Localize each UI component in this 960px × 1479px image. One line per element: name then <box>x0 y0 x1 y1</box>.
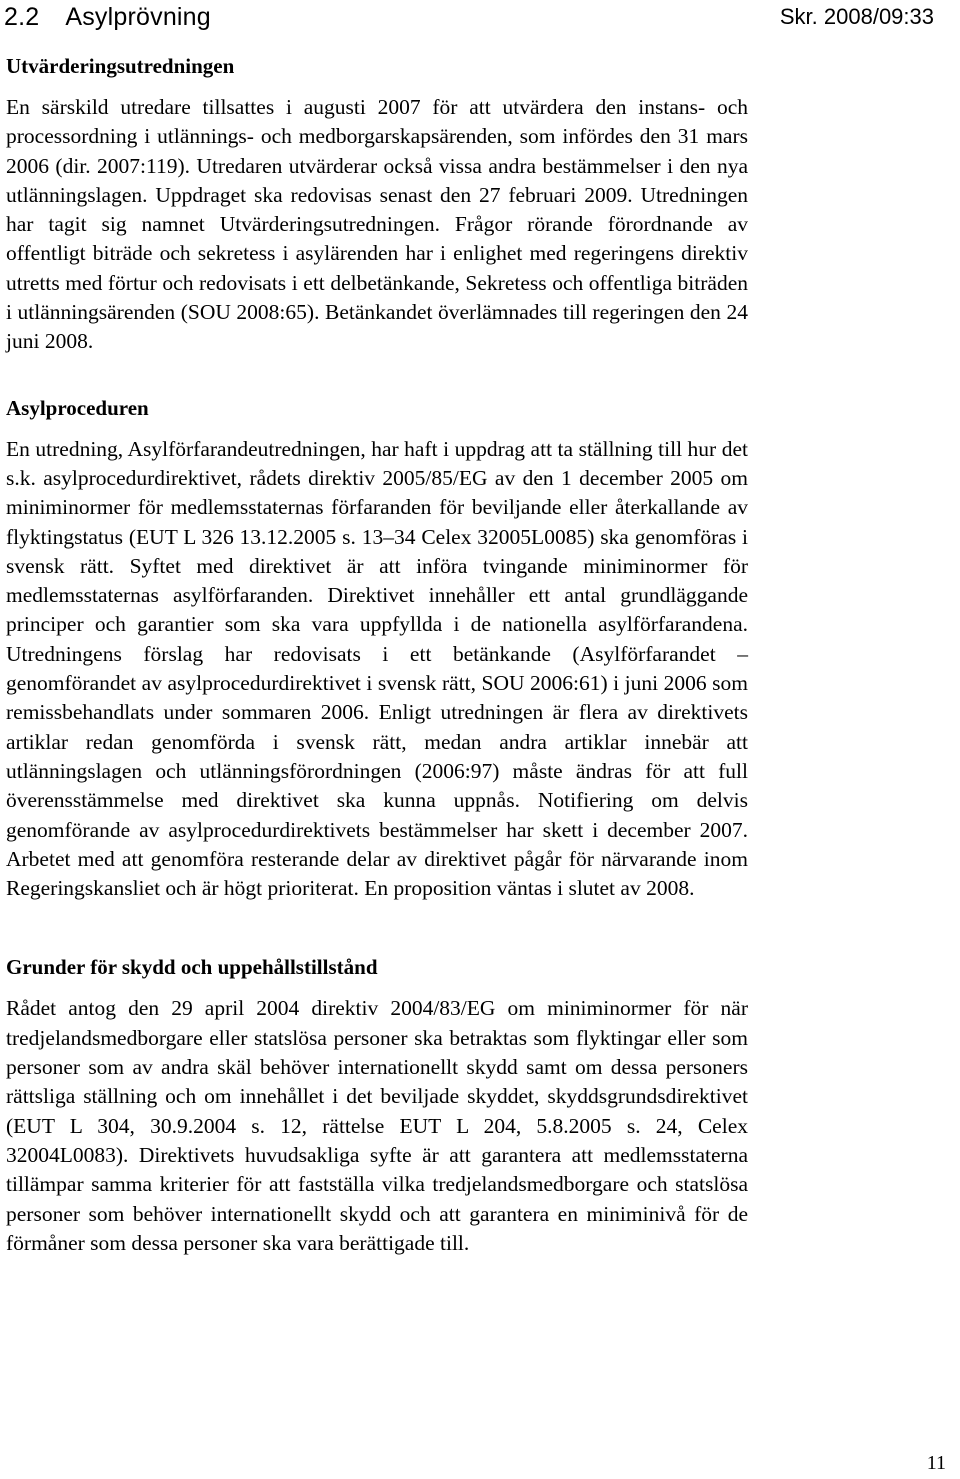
body-paragraph: En utredning, Asylförfarandeutredningen, har haft i uppdrag att ta ställning till hur det s.k. asylprocedurdirektivet, rådets direktiv 2005/85/EG av den 1 december 2005 om miniminormer för medlemsstaternas förfaranden för beviljande eller återkallande av flyktingstatus (EUT L 326 13.12.2005 s. 13–34 Celex 32005L0085) ska genomföras i svensk rätt. Syftet med direktivet är att införa tvingande miniminormer för medlemsstaternas asylförfaranden. Direktivet innehåller ett antal grundläggande principer och garantier som ska vara uppfyllda i de nationella asylförfarandena. Utredningens förslag har redovisats i ett betänkande (Asylförfarandet – genomförandet av asylprocedurdirektivet i svensk rätt, SOU 2006:61) i juni 2006 som remissbehandlats under sommaren 2006. Enligt utredningen är flera av direktivets artiklar redan genomförda i svensk rätt, medan andra artiklar innebär att utlänningslagen och utlänningsförordningen (2006:97) måste ändras för att full överensstämmelse med direktivet ska kunna uppnås. Notifiering om delvis genomförande av asylprocedurdirektivets bestämmelser har skett i december 2007. Arbetet med att genomföra resterande delar av direktivet pågår för närvarande inom Regeringskansliet och är högt prioriterat. En proposition väntas i slutet av 2008. <box>6 436 748 901</box>
section-grunder-for-skydd <box>6 953 748 1258</box>
section-heading: Grunder för skydd och uppehållstillstånd <box>6 955 378 980</box>
page-header <box>0 0 960 36</box>
section-heading: Utvärderingsutredningen <box>6 54 235 78</box>
chapter-title: Asylprövning <box>65 3 211 31</box>
chapter-number: 2.2 <box>4 3 40 31</box>
body-paragraph: Rådet antog den 29 april 2004 direktiv 2004/83/EG om miniminormer för när tredjelandsmedborgare eller statslösa personer ska betraktas som flyktingar eller som personer som av andra skäl behöver internationellt skydd samt om dessa personers rättsliga ställning och om innehållet i det beviljade skyddet, skyddsgrundsdirektivet (EUT L 304, 30.9.2004 s. 12, rättelse EUT L 204, 5.8.2005 s. 24, Celex 32004L0083). Direktivets huvudsakliga syfte är att garantera att medlemsstaterna tillämpar samma kriterier för att fastställa vilka tredjelandsmedborgare och statslösa personer som behöver internationellt skydd och att garantera en miniminivå för de förmåner som dessa personer ska vara berättigade till. <box>6 996 748 1255</box>
body-paragraph: En särskild utredare tillsattes i augusti 2007 för att utvärdera den instans- och processordning i utlännings- och medborgarskapsärenden, som infördes den 31 mars 2006 (dir. 2007:119). Utredaren utvärderar också vissa andra bestämmelser i den nya utlänningslagen. Uppdraget ska redovisas senast den 27 februari 2009. Utredningen har tagit sig namnet Utvärderingsutredningen. Frågor rörande förordnande av offentligt biträde och sekretess i asylärenden har i enlighet med regeringens direktiv utretts med förtur och redovisats i ett delbetänkande, Sekretess och offentliga biträden i utlänningsärenden (SOU 2008:65). Betänkandet överlämnades till regeringen den 24 juni 2008. <box>6 95 748 354</box>
page-number: 11 <box>926 1452 946 1474</box>
document-reference: Skr. 2008/09:33 <box>779 4 934 29</box>
chapter-heading <box>4 2 211 32</box>
section-utvarderingsutredningen <box>6 52 748 357</box>
main-content <box>6 52 748 1258</box>
section-heading: Asylproceduren <box>6 395 149 420</box>
section-asylproceduren <box>6 394 748 904</box>
